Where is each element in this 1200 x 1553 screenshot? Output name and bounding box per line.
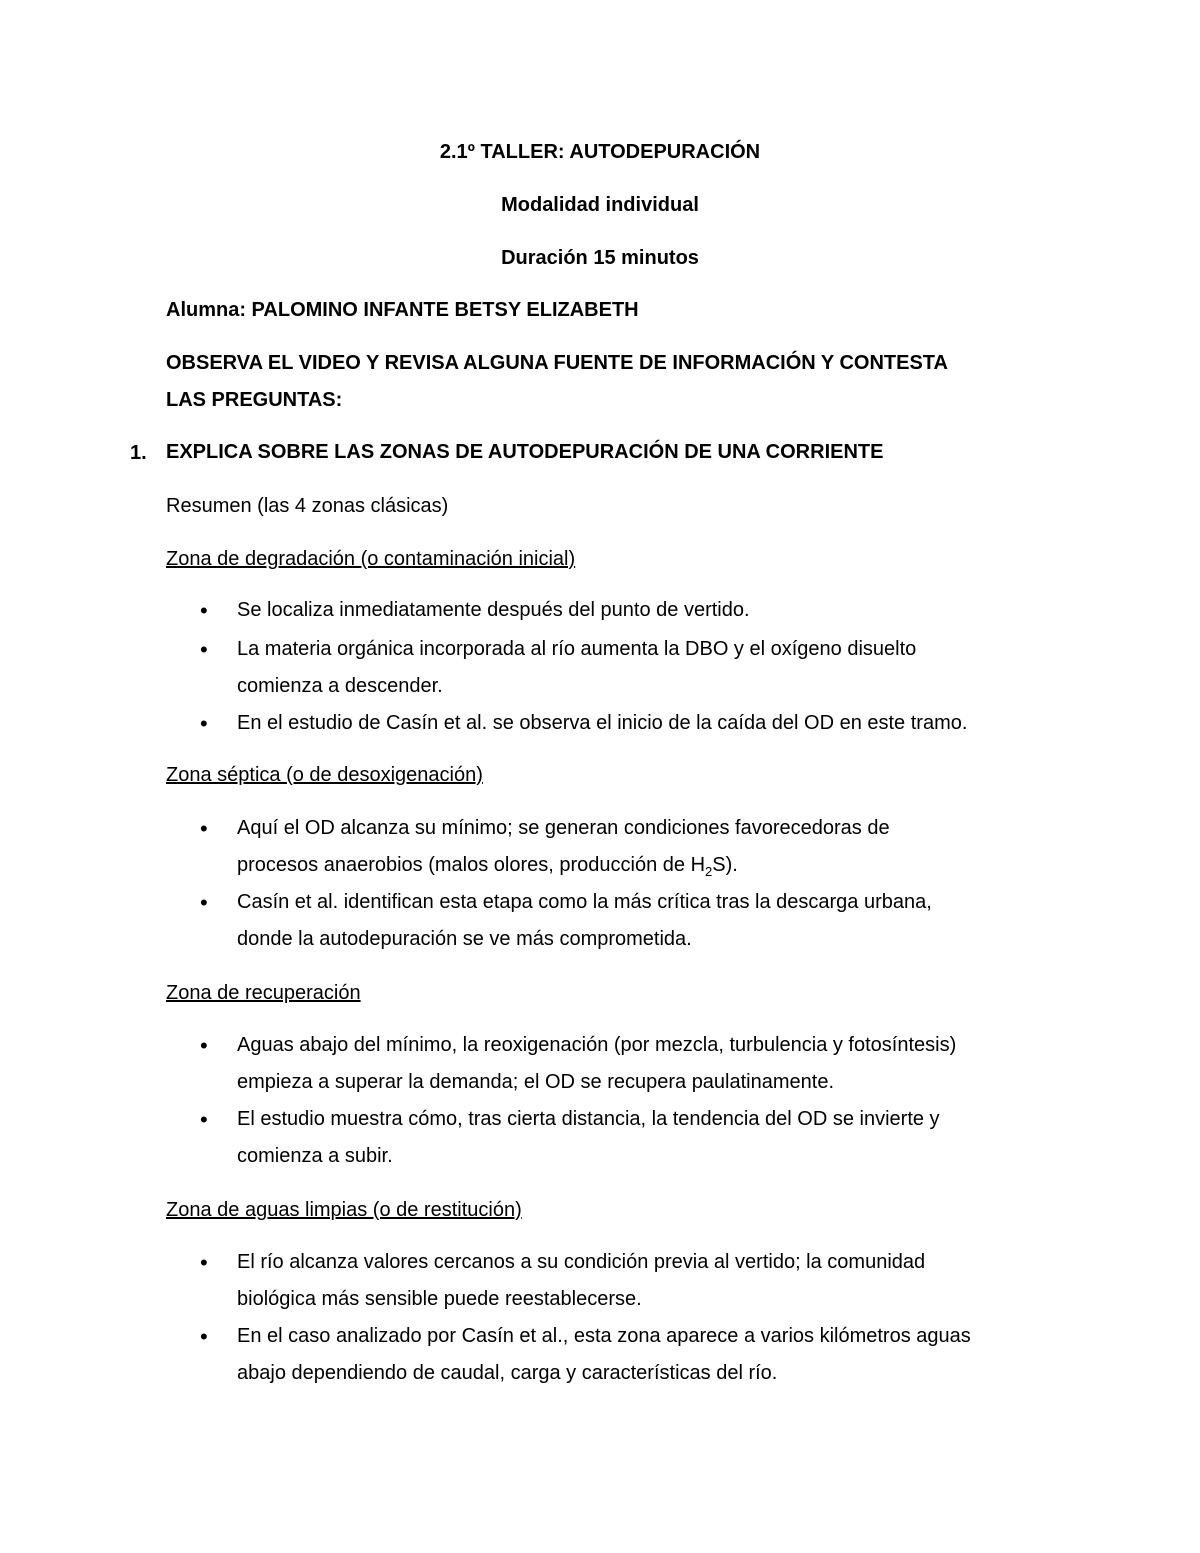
bullet-text: En el caso analizado por Casín et al., esta zona aparece a varios kilómetros aguas — [237, 1325, 971, 1347]
instructions-line-1: OBSERVA EL VIDEO Y REVISA ALGUNA FUENTE DE INFORMACIÓN Y CONTESTA — [166, 352, 948, 374]
bullet-text-cont: biológica más sensible puede reestablecerse. — [237, 1288, 642, 1310]
student-name: Alumna: PALOMINO INFANTE BETSY ELIZABETH — [166, 299, 639, 321]
instructions-line-2: LAS PREGUNTAS: — [166, 389, 343, 411]
zone-heading: Zona de degradación (o contaminación inicial) — [166, 548, 576, 570]
bullet-icon: • — [200, 1324, 208, 1349]
bullet-text-cont: donde la autodepuración se ve más comprometida. — [237, 928, 692, 950]
bullet-icon: • — [200, 598, 208, 623]
bullet-text: Se localiza inmediatamente después del punto de vertido. — [237, 599, 750, 621]
text-fragment: S). — [712, 854, 738, 876]
bullet-text: En el estudio de Casín et al. se observa el inicio de la caída del OD en este tramo. — [237, 712, 968, 734]
text-fragment: procesos anaerobios (malos olores, producción de H — [237, 854, 706, 876]
bullet-text: Casín et al. identifican esta etapa como la más crítica tras la descarga urbana, — [237, 891, 932, 913]
subscript: 2 — [705, 864, 713, 879]
question-number: 1. — [130, 442, 147, 464]
bullet-icon: • — [200, 816, 208, 841]
bullet-icon: • — [200, 1107, 208, 1132]
bullet-text: El río alcanza valores cercanos a su condición previa al vertido; la comunidad — [237, 1251, 926, 1273]
document-title: 2.1º TALLER: AUTODEPURACIÓN — [439, 141, 761, 163]
bullet-text: La materia orgánica incorporada al río aumenta la DBO y el oxígeno disuelto — [237, 638, 917, 660]
bullet-text: El estudio muestra cómo, tras cierta distancia, la tendencia del OD se invierte y — [237, 1108, 940, 1130]
zone-heading: Zona de aguas limpias (o de restitución) — [166, 1199, 522, 1221]
bullet-icon: • — [200, 1033, 208, 1058]
bullet-icon: • — [200, 637, 208, 662]
modality-line: Modalidad individual — [501, 194, 699, 216]
bullet-text-cont: empieza a superar la demanda; el OD se recupera paulatinamente. — [237, 1071, 835, 1093]
question-text: EXPLICA SOBRE LAS ZONAS DE AUTODEPURACIÓN DE UNA CORRIENTE — [166, 441, 884, 463]
zone-heading: Zona séptica (o de desoxigenación) — [166, 764, 483, 786]
bullet-icon: • — [200, 890, 208, 915]
bullet-text: Aquí el OD alcanza su mínimo; se generan condiciones favorecedoras de — [237, 817, 890, 839]
bullet-text-cont: abajo dependiendo de caudal, carga y características del río. — [237, 1362, 778, 1384]
bullet-icon: • — [200, 711, 208, 736]
bullet-text-cont: comienza a descender. — [237, 675, 443, 697]
bullet-text-cont: comienza a subir. — [237, 1145, 393, 1167]
zone-heading: Zona de recuperación — [166, 982, 361, 1004]
bullet-icon: • — [200, 1250, 208, 1275]
bullet-text: Aguas abajo del mínimo, la reoxigenación (por mezcla, turbulencia y fotosíntesis) — [237, 1034, 957, 1056]
duration-line: Duración 15 minutos — [501, 247, 699, 269]
summary-line: Resumen (las 4 zonas clásicas) — [166, 495, 449, 517]
